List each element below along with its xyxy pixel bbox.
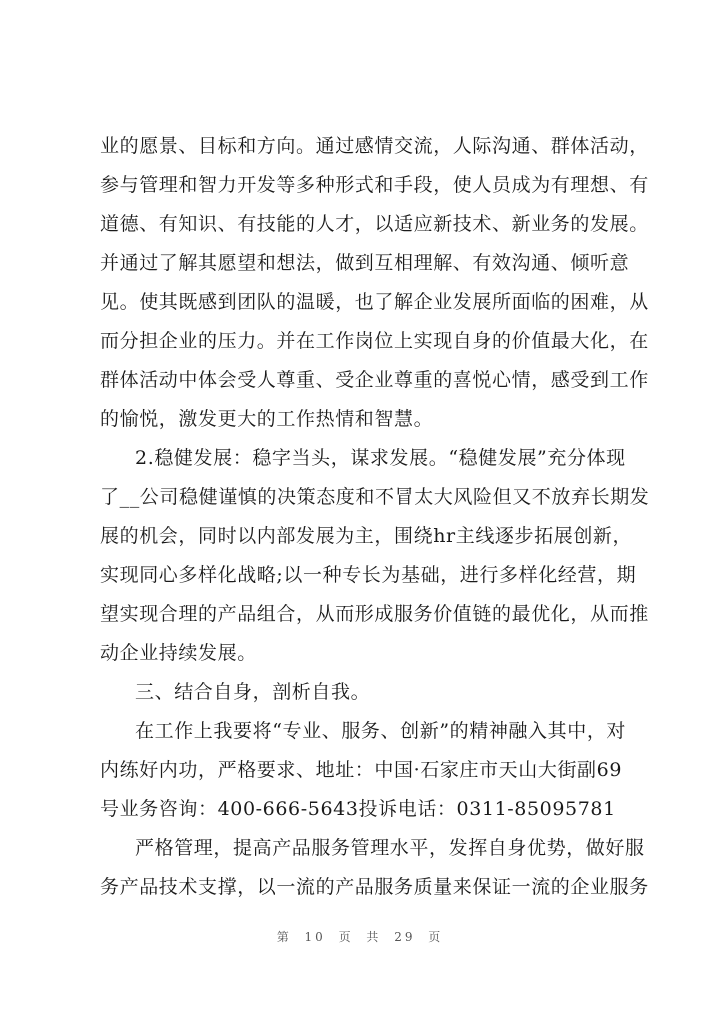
text-line-17: 内练好内功，严格要求、地址：中国·石家庄市天山大街副69 (100, 759, 623, 781)
text-line-13: 望实现合理的产品组合，从而形成服务价值链的最优化，从而推 (100, 603, 649, 625)
text-line-3: 道德、有知识、有技能的人才，以适应新技术、新业务的发展。 (100, 213, 649, 235)
text-line-20: 务产品技术支撑，以一流的产品服务质量来保证一流的企业服务 (100, 876, 649, 898)
text-line-8: 的愉悦，激发更大的工作热情和智慧。 (100, 408, 434, 430)
text-line-18: 号业务咨询：400-666-5643投诉电话：0311-85095781 (100, 798, 616, 820)
text-line-6: 而分担企业的压力。并在工作岗位上实现自身的价值最大化，在 (100, 330, 649, 352)
text-line-1: 业的愿景、目标和方向。通过感情交流，人际沟通、群体活动， (100, 135, 649, 157)
text-line-2: 参与管理和智力开发等多种形式和手段，使人员成为有理想、有 (100, 174, 649, 196)
text-line-14: 动企业持续发展。 (100, 642, 257, 664)
text-line-11: 展的机会，同时以内部发展为主，围绕hr主线逐步拓展创新， (100, 525, 633, 547)
text-line-4: 并通过了解其愿望和想法，做到互相理解、有效沟通、倾听意 (100, 252, 630, 274)
page-number-footer: 第 10 页 共 29 页 (276, 930, 444, 944)
text-line-9: 2.稳健发展：稳字当头，谋求发展。“稳健发展”充分体现 (135, 447, 626, 469)
text-line-5: 见。使其既感到团队的温暖，也了解企业发展所面临的困难，从 (100, 291, 649, 313)
text-line-7: 群体活动中体会受人尊重、受企业尊重的喜悦心情，感受到工作 (100, 369, 649, 391)
text-line-16: 在工作上我要将“专业、服务、创新”的精神融入其中，对 (135, 720, 627, 742)
text-line-12: 实现同心多样化战略;以一种专长为基础，进行多样化经营，期 (100, 564, 637, 586)
text-line-19: 严格管理，提高产品服务管理水平，发挥自身优势，做好服 (135, 837, 645, 859)
text-line-10: 了__公司稳健谨慎的决策态度和不冒太大风险但又不放弃长期发 (100, 486, 650, 508)
section-heading: 三、结合自身，剖析自我。 (135, 681, 371, 703)
